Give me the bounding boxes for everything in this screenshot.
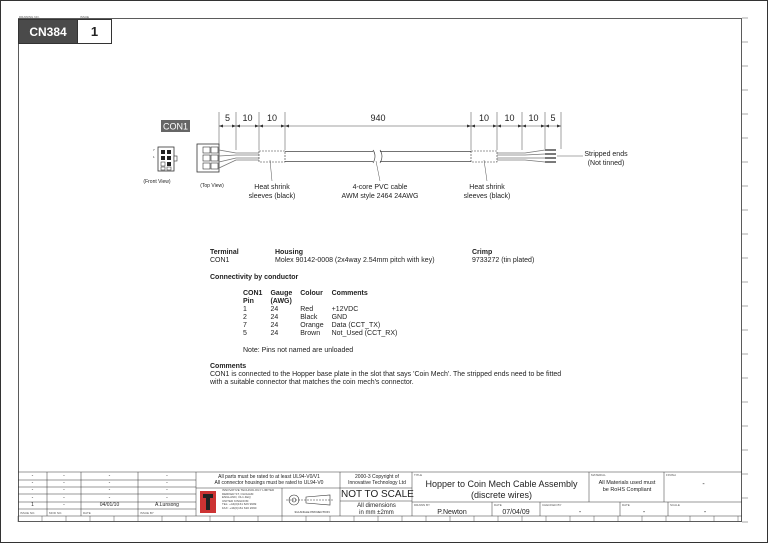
drawn-by-value: P.Newton (437, 509, 467, 516)
table-cell: 24 (270, 314, 279, 321)
scale-header: SCALE (670, 503, 680, 507)
table-cell: 5 (243, 330, 247, 337)
cable-label-2: AWM style 2464 24AWG (341, 193, 419, 200)
revision-header: ISSUE NO. (20, 511, 36, 515)
stripped-label-1: Stripped ends (584, 151, 628, 158)
dim-label: 10 (478, 113, 490, 123)
drawing-no-header: DRAWING NO. (19, 15, 40, 19)
cable-label-1: 4-core PVC cable (352, 184, 408, 191)
drawing-number: CN384 (19, 20, 77, 43)
table-cell: Data (CCT_TX) (331, 322, 381, 329)
dim-label: 10 (266, 113, 278, 123)
terminal-value: CON1 (210, 257, 230, 264)
table-cell: 24 (270, 322, 279, 329)
revision-cell: - (31, 494, 34, 501)
heat-shrink-right-label-2: sleeves (black) (463, 193, 511, 200)
con1-label: CON1 (162, 121, 189, 132)
scale-value: - (703, 509, 707, 516)
heat-shrink-right-label-1: Heat shrink (469, 184, 505, 191)
dimensions-note: All dimensions in mm ±2mm (357, 503, 396, 516)
date2-value: - (642, 509, 646, 516)
date-value: 07/04/09 (502, 509, 530, 516)
revision-cell: - (31, 472, 34, 479)
table-cell: Not_Used (CCT_RX) (331, 330, 398, 337)
table-cell: Red (300, 306, 314, 313)
date2-header: DATE (622, 503, 630, 507)
drawn-by-header: DRAWN BY (414, 503, 431, 507)
revision-header: MOD NO. (49, 511, 63, 515)
connectivity-table (243, 290, 405, 338)
heat-shrink-left-label-2: sleeves (black) (248, 193, 296, 200)
revision-cell: - (108, 472, 111, 479)
date-header: DATE (494, 503, 502, 507)
revision-cell: 04/01/10 (99, 502, 120, 509)
comments-line-2: with a suitable connector that matches the coin mech's connector. (210, 379, 414, 386)
finish-value: - (702, 481, 705, 488)
heat-shrink-left (259, 151, 285, 162)
pvc-cable (285, 150, 471, 163)
callout-leaders (270, 156, 583, 181)
dim-label: 10 (528, 113, 539, 123)
comments-title: Comments (210, 363, 247, 370)
table-row (243, 330, 405, 338)
revision-header: ISSUE BY (140, 511, 154, 515)
issue-header: ISSUE (80, 15, 90, 19)
revision-cell: - (166, 487, 168, 494)
table-row (243, 322, 405, 330)
dim-label: 10 (504, 113, 515, 123)
table-cell: Brown (300, 330, 321, 337)
comments-line-1: CON1 is connected to the Hopper base plate in the slot that says 'Coin Mech'. The stripped ends need to be fitted (210, 371, 562, 378)
revision-cell: - (108, 487, 111, 494)
projection-label: 3rd ANGLE PROJECTION (294, 510, 330, 514)
table-cell: Black (300, 314, 318, 321)
revision-header: DATE (83, 511, 91, 515)
housing-value: Molex 90142-0008 (2x4way 2.54mm pitch with key) (275, 257, 435, 264)
revision-cell: - (63, 487, 65, 494)
checked-by-header: CHECKED BY (542, 503, 562, 507)
not-to-scale-label: NOT TO SCALE (341, 489, 414, 500)
col-header: Comments (331, 290, 368, 297)
company-address: INNOVATIVE TECHNOLOGY LIMITED DERKER ST, OLDHAM ENGLAND, OL1 4EQ UNITED KINGDOM TEL: +44(0)161 626 9999 FAX: +44(0)161 620 2090 (222, 488, 275, 510)
revision-cell: - (63, 494, 65, 501)
revision-cell: - (31, 479, 34, 486)
terminal-header: Terminal (210, 249, 239, 256)
dim-label: 940 (370, 113, 386, 123)
revision-cell: - (63, 502, 65, 509)
unloaded-pins-note: Note: Pins not named are unloaded (243, 347, 354, 354)
connector-front-view (158, 147, 177, 171)
title-header: TITLE (414, 473, 423, 477)
table-cell: GND (331, 314, 348, 321)
table-cell: 24 (270, 306, 279, 313)
housing-header: Housing (275, 249, 303, 256)
table-header-row (243, 290, 405, 306)
dim-label: 5 (550, 113, 556, 123)
top-view-label: (Top View) (200, 183, 224, 189)
drawing-title: Hopper to Coin Mech Cable Assembly (discrete wires) (425, 479, 578, 500)
revision-cell: A.Lunsong (155, 502, 179, 509)
crimp-value: 9733272 (tin plated) (472, 257, 535, 264)
connector-top-view (197, 144, 219, 172)
finish-header: FINISH (666, 473, 676, 477)
projection-symbol-icon (286, 495, 334, 505)
inner-border (19, 19, 742, 522)
pin-number-left: 1 (153, 155, 155, 159)
revision-cell: - (108, 494, 111, 501)
copyright-note: 2000-3 Copyright of Innovative Technology Ltd (348, 474, 406, 486)
issue-number: 1 (77, 20, 111, 43)
drawing-number-box (18, 19, 112, 44)
wires-right (497, 150, 556, 162)
front-view-label: (Front View) (143, 179, 171, 185)
stripped-wire-ends (545, 150, 556, 162)
stripped-label-2: (Not tinned) (587, 160, 625, 167)
ul-rating-note: All parts must be rated to at least UL94-V0/V1 All connector housings must be rated to UL94-V0 (214, 474, 324, 486)
col-header: Colour (300, 290, 323, 297)
table-cell: +12VDC (331, 306, 359, 313)
table-row (243, 314, 405, 322)
table-row (243, 306, 405, 314)
col-header: CON1 Pin (243, 290, 263, 305)
table-cell: 2 (243, 314, 247, 321)
revision-cell: 1 (31, 502, 34, 509)
material-header: MATERIAL (591, 473, 606, 477)
revision-cell: - (31, 487, 34, 494)
company-logo (200, 491, 216, 513)
table-cell: 1 (243, 306, 247, 313)
table-cell: Orange (300, 322, 324, 329)
dim-label: 10 (242, 113, 253, 123)
wires-left (219, 150, 260, 168)
border-ticks (18, 18, 748, 522)
table-cell: 7 (243, 322, 247, 329)
crimp-header: Crimp (472, 249, 493, 256)
revision-cell: - (166, 494, 168, 501)
pin-number-top: 7 (153, 148, 155, 152)
dimension-labels (225, 113, 556, 123)
revision-cell: - (63, 479, 65, 486)
revision-cell: - (166, 479, 168, 486)
revision-cell: - (108, 479, 111, 486)
dim-label: 5 (224, 113, 231, 123)
outer-border (1, 1, 768, 543)
revision-cell: - (166, 472, 168, 479)
revision-cell: - (63, 472, 65, 479)
checked-by-value: - (578, 509, 582, 516)
heat-shrink-left-label-1: Heat shrink (254, 184, 290, 191)
material-note: All Materials used must be RoHS Compliant (598, 480, 656, 493)
table-cell: 24 (270, 330, 279, 337)
connectivity-title: Connectivity by conductor (210, 274, 299, 281)
col-header: Gauge (AWG) (270, 290, 293, 305)
